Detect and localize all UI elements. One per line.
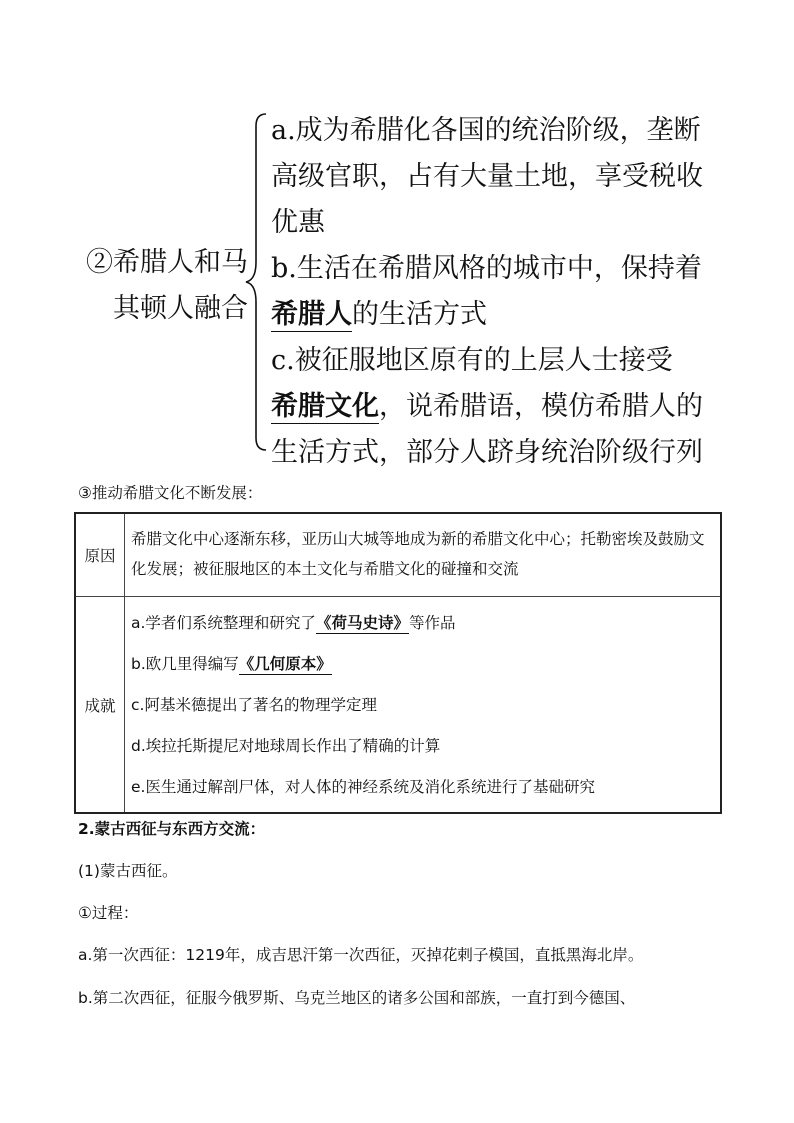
fusion-label-line1: ②希腊人和马 <box>86 247 248 278</box>
branch-b-line2 <box>271 292 721 338</box>
table-row <box>75 513 721 597</box>
reason-header: 原因 <box>75 513 125 597</box>
list-item: e.医生通过解剖尸体，对人体的神经系统及消化系统进行了基础研究 <box>131 778 595 796</box>
list-item: d.埃拉托斯提尼对地球周长作出了精确的计算 <box>131 737 441 755</box>
achievement-list <box>125 597 722 814</box>
branch-c-line: c.被征服地区原有的上层人士接受 <box>271 345 673 376</box>
branch-c-line: 生活方式，部分人跻身统治阶级行列 <box>271 437 703 468</box>
achv-a-text: a.学者们系统整理和研究了 <box>131 614 316 632</box>
list-item <box>131 644 714 685</box>
list-item <box>131 603 714 644</box>
branch-a-line: a.成为希腊化各国的统治阶级，垄断 <box>271 115 701 146</box>
branch-b-rest: 的生活方式 <box>352 299 487 330</box>
branch-b-line: b.生活在希腊风格的城市中，保持着 <box>271 253 702 284</box>
curly-brace-icon <box>244 112 270 452</box>
keyword-greek-culture: 希腊文化 <box>271 391 379 422</box>
campaign-second: b.第二次西征，征服今俄罗斯、乌克兰地区的诸多公国和部族，一直打到今德国、 <box>78 989 636 1007</box>
branch-c-line2 <box>271 384 721 430</box>
branch-c <box>271 338 721 476</box>
achv-a-post: 等作品 <box>408 614 456 632</box>
table-row <box>75 597 721 814</box>
mongol-subheading: (1)蒙古西征。 <box>78 862 178 880</box>
branch-b <box>271 246 721 338</box>
branch-a-line: 优惠 <box>271 207 325 238</box>
fusion-branches <box>271 108 721 476</box>
branch-c-rest: ，说希腊语，模仿希腊人的 <box>379 391 703 422</box>
achv-b-text: b.欧几里得编写 <box>131 655 239 673</box>
work-euclid: 《几何原本》 <box>238 655 332 673</box>
fusion-label <box>76 240 248 332</box>
branch-a-line: 高级官职，占有大量土地，享受税收 <box>271 161 703 192</box>
mongol-heading: 2.蒙古西征与东西方交流： <box>78 820 266 838</box>
branch-a <box>271 108 721 246</box>
section3-title: ③推动希腊文化不断发展： <box>78 484 263 502</box>
work-homer: 《荷马史诗》 <box>315 614 409 632</box>
campaign-first: a.第一次西征：1219年，成吉思汗第一次西征，灭掉花剌子模国，直抵黑海北岸。 <box>78 946 644 964</box>
process-heading: ①过程： <box>78 904 139 922</box>
keyword-greek-people: 希腊人 <box>271 299 352 330</box>
achievement-header: 成就 <box>75 597 125 814</box>
culture-table <box>74 512 722 814</box>
reason-text: 希腊文化中心逐渐东移，亚历山大城等地成为新的希腊文化中心；托勒密埃及鼓励文化发展；被征服地区的本土文化与希腊文化的碰撞和交流 <box>125 513 722 597</box>
list-item: c.阿基米德提出了著名的物理学定理 <box>131 696 377 714</box>
fusion-label-line2: 其顿人融合 <box>113 293 248 324</box>
fusion-diagram <box>0 0 794 470</box>
